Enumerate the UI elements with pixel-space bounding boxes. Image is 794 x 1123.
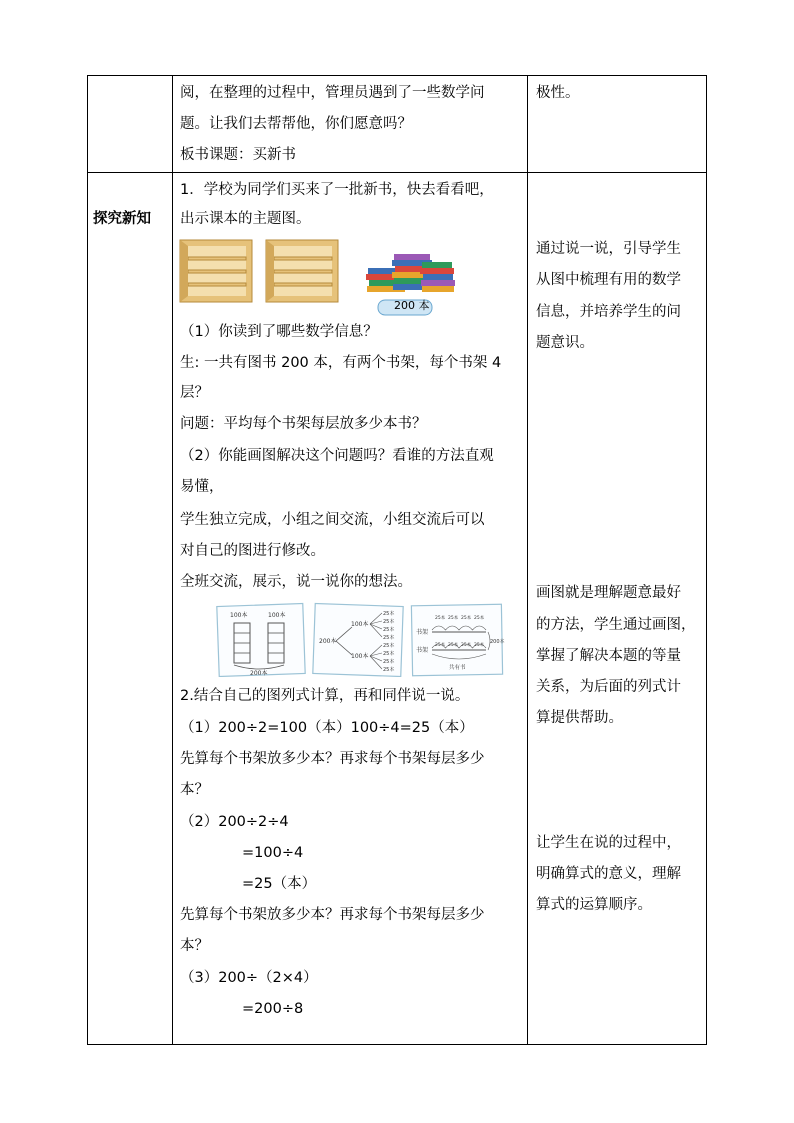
column-divider-2 — [527, 76, 528, 1044]
diagram-leaf: 25本 — [383, 659, 395, 665]
diagram-leaf: 25本 — [383, 619, 395, 625]
bookshelf-icon — [180, 240, 252, 302]
note-line: 掌握了解决本题的等量 — [536, 648, 681, 664]
note-line: 让学生在说的过程中， — [536, 835, 681, 851]
bookshelf-icon — [266, 240, 338, 302]
note-line: 算式的运算顺序。 — [536, 897, 652, 913]
note-line: 关系，为后面的列式计 — [536, 679, 681, 695]
diagram-leaf: 25本 — [383, 651, 395, 657]
diagram-leaf: 25本 — [461, 616, 472, 621]
diagram-leaf: 25本 — [435, 643, 446, 648]
lesson-table — [87, 75, 707, 1045]
diagram-label: 书架 — [416, 629, 429, 636]
note-line: 的方法，学生通过画图， — [536, 617, 696, 633]
diagram-label: 100本 — [351, 621, 369, 628]
text-line: 极性。 — [536, 85, 580, 101]
diagram-label: 100本 — [230, 612, 248, 619]
text-line: =25（本） — [242, 876, 317, 892]
diagram-card-tree — [313, 603, 403, 676]
text-line: 1．学校为同学们买来了一批新书，快去看看吧， — [180, 182, 494, 198]
text-line: 层？ — [180, 385, 209, 401]
section-label: 探究新知 — [93, 211, 151, 227]
text-line: 阅，在整理的过程中，管理员遇到了一些数学问 — [180, 85, 485, 101]
text-line: 本？ — [180, 782, 209, 798]
diagram-label: 100本 — [351, 653, 369, 660]
text-line: （2）你能画图解决这个问题吗？看谁的方法直观 — [180, 448, 494, 464]
student-diagrams — [216, 601, 506, 677]
diagram-leaf: 25本 — [435, 616, 446, 621]
diagram-leaf: 25本 — [474, 616, 485, 621]
diagram-leaf: 25本 — [474, 643, 485, 648]
text-line: 题。让我们去帮帮他，你们愿意吗？ — [180, 116, 412, 132]
note-line: 题意识。 — [536, 335, 594, 351]
text-line: 问题：平均每个书架每层放多少本书？ — [180, 416, 427, 432]
text-line: 先算每个书架放多少本？再求每个书架每层多少 — [180, 751, 485, 767]
diagram-label: 共有书 — [449, 665, 466, 671]
diagram-leaf: 25本 — [448, 643, 459, 648]
diagram-card-segments — [411, 604, 504, 676]
book-pile-icon — [366, 254, 455, 292]
text-line: 生: 一共有图书 200 本，有两个书架，每个书架 4 — [180, 355, 502, 371]
diagram-label: 100本 — [268, 612, 286, 619]
row-divider — [88, 172, 706, 173]
diagram-label: 书架 — [416, 647, 429, 654]
note-line: 明确算式的意义，理解 — [536, 866, 681, 882]
text-line: 2.结合自己的图列式计算，再和同伴说一说。 — [180, 688, 470, 704]
text-line: 出示课本的主题图。 — [180, 211, 311, 227]
text-line: =100÷4 — [242, 845, 304, 861]
diagram-leaf: 25本 — [448, 616, 459, 621]
note-line: 算提供帮助。 — [536, 710, 623, 726]
diagram-leaf: 25本 — [383, 635, 395, 641]
diagram-leaf: 25本 — [383, 667, 395, 673]
note-line: 画图就是理解题意最好 — [536, 585, 681, 601]
diagram-leaf: 25本 — [461, 643, 472, 648]
note-line: 从图中梳理有用的数学 — [536, 272, 681, 288]
book-count-tag-label: 200 本 — [394, 299, 430, 312]
text-line: =200÷8 — [242, 1001, 304, 1017]
text-line: （1）你读到了哪些数学信息？ — [180, 324, 378, 340]
column-divider-1 — [172, 76, 173, 1044]
text-line: 先算每个书架放多少本？再求每个书架每层多少 — [180, 907, 485, 923]
note-line: 信息，并培养学生的问 — [536, 304, 681, 320]
diagram-leaf: 25本 — [383, 643, 395, 649]
text-line: 本？ — [180, 938, 209, 954]
text-line: （1）200÷2=100（本）100÷4=25（本） — [180, 720, 474, 736]
text-line: （2）200÷2÷4 — [180, 814, 289, 830]
note-line: 通过说一说，引导学生 — [536, 241, 681, 257]
text-line: 全班交流，展示，说一说你的想法。 — [180, 574, 412, 590]
text-line: 学生独立完成，小组之间交流，小组交流后可以 — [180, 512, 485, 528]
text-line: 对自己的图进行修改。 — [180, 543, 325, 559]
text-line: （3）200÷（2×4） — [180, 970, 318, 986]
diagram-label: 200本 — [319, 638, 337, 645]
diagram-label: 200本 — [490, 639, 505, 645]
diagram-label: 200本 — [250, 670, 268, 677]
diagram-leaf: 25本 — [383, 611, 395, 617]
text-line: 易懂， — [180, 479, 224, 495]
diagram-leaf: 25本 — [383, 627, 395, 633]
diagram-card-columns — [217, 604, 305, 677]
text-line: 板书课题：买新书 — [180, 147, 296, 163]
